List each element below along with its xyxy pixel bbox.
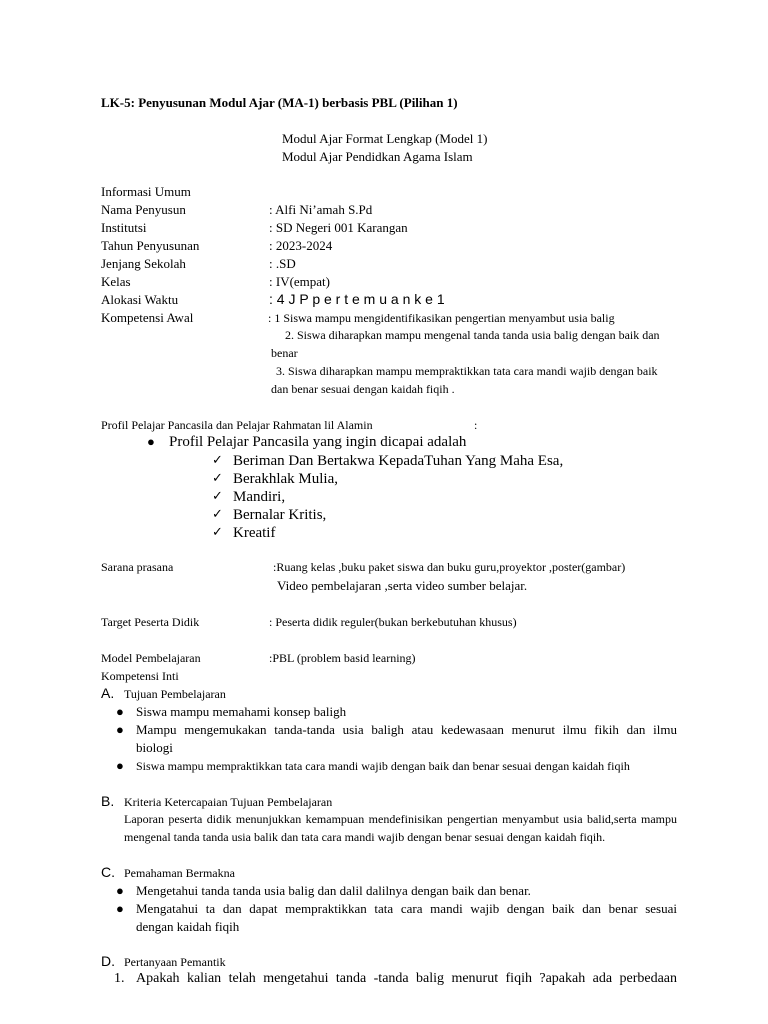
info-label: Alokasi Waktu <box>101 292 179 307</box>
kompetensi-inti-label: Kompetensi Inti <box>101 669 179 683</box>
bullet-icon: ● <box>147 434 155 449</box>
profil-check-item: Bernalar Kritis, <box>233 507 327 523</box>
section-heading: Kriteria Ketercapaian Tujuan Pembelajaran <box>124 795 333 809</box>
document-title: LK-5: Penyusunan Modul Ajar (MA-1) berbasis PBL (Pilihan 1) <box>101 95 458 110</box>
target-value: : Peserta didik reguler(bukan berkebutuhan khusus) <box>269 615 517 629</box>
subtitle-subject: Modul Ajar Pendidkan Agama Islam <box>282 149 473 164</box>
kompetensi-awal-line: dan benar sesuai dengan kaidah fiqih . <box>271 382 455 396</box>
info-value: : 2023-2024 <box>269 238 333 253</box>
question-number: 1. <box>114 971 125 986</box>
question-text: Apakah kalian telah mengetahui tanda -tanda balig menurut fiqih ?apakah ada perbedaan <box>136 971 677 986</box>
info-value: : Alfi Ni’amah S.Pd <box>269 202 373 217</box>
section-letter: B. <box>101 793 115 809</box>
info-label: Kelas <box>101 274 131 289</box>
kompetensi-awal-line: 2. Siswa diharapkan mampu mengenal tanda tanda usia balig dengan baik dan <box>285 328 660 342</box>
subtitle-format: Modul Ajar Format Lengkap (Model 1) <box>282 131 488 146</box>
list-item: Mampu mengemukakan tanda-tanda usia baligh atau kedewasaan menurut ilmu fikih dan ilmu <box>136 722 677 737</box>
info-value: : SD Negeri 001 Karangan <box>269 220 408 235</box>
section-letter: A. <box>101 685 115 701</box>
profil-label: Profil Pelajar Pancasila dan Pelajar Rahmatan lil Alamin <box>101 418 373 432</box>
kompetensi-awal-line: benar <box>271 346 298 360</box>
alokasi-value: : 4 J P p e r t e m u a n k e 1 <box>269 291 445 307</box>
section-heading: Pertanyaan Pemantik <box>124 955 226 969</box>
list-item: Mengatahui ta dan dapat mempraktikkan tata cara mandi wajib dengan baik dan benar sesuai <box>136 901 677 916</box>
profil-check-item: Beriman Dan Bertakwa KepadaTuhan Yang Maha Esa, <box>233 453 564 469</box>
sarana-value-line2: Video pembelajaran ,serta video sumber belajar. <box>277 578 528 593</box>
section-letter: C. <box>101 864 115 880</box>
list-item: Siswa mampu mempraktikkan tata cara mandi wajib dengan baik dan benar sesuai dengan kaidah fiqih <box>136 759 630 773</box>
section-heading: Tujuan Pembelajaran <box>124 687 226 701</box>
profil-check-item: Mandiri, <box>233 489 286 505</box>
profil-bullet-text: Profil Pelajar Pancasila yang ingin dicapai adalah <box>169 434 467 450</box>
kriteria-line: Laporan peserta didik menunjukkan kemampuan mendefinisikan pengertian menyambut usia balid,serta mampu <box>124 812 677 826</box>
list-item-cont: dengan kaidah fiqih <box>136 919 240 934</box>
info-value: : IV(empat) <box>269 274 331 289</box>
kriteria-line: mengenal tanda tanda usia balik dan tata cara mandi wajib dengan benar sesuai dengan kaidah fiqih. <box>124 830 606 844</box>
model-label: Model Pembelajaran <box>101 651 201 665</box>
info-heading: Informasi Umum <box>101 184 191 199</box>
bullet-icon: ● <box>116 758 124 773</box>
info-value: : .SD <box>269 256 296 271</box>
info-label: Nama Penyusun <box>101 202 186 217</box>
section-heading: Pemahaman Bermakna <box>124 866 235 880</box>
info-label: Kompetensi Awal <box>101 310 194 325</box>
list-item: Siswa mampu memahami konsep baligh <box>136 704 347 719</box>
checkmark-icon: ✓ <box>212 452 223 467</box>
checkmark-icon: ✓ <box>212 470 223 485</box>
profil-check-item: Berakhlak Mulia, <box>233 471 338 487</box>
checkmark-icon: ✓ <box>212 488 223 503</box>
list-item: Mengetahui tanda tanda usia balig dan dalil dalilnya dengan baik dan benar. <box>136 883 531 898</box>
info-label: Jenjang Sekolah <box>101 256 186 271</box>
list-item-cont: biologi <box>136 740 173 755</box>
info-label: Institutsi <box>101 220 147 235</box>
checkmark-icon: ✓ <box>212 506 223 521</box>
checkmark-icon: ✓ <box>212 524 223 539</box>
target-label: Target Peserta Didik <box>101 615 200 629</box>
profil-colon: : <box>474 418 478 432</box>
kompetensi-awal-line: 3. Siswa diharapkan mampu mempraktikkan tata cara mandi wajib dengan baik <box>276 364 658 378</box>
sarana-label: Sarana prasana <box>101 560 174 574</box>
kompetensi-awal-line: : 1 Siswa mampu mengidentifikasikan pengertian menyambut usia balig <box>268 311 615 325</box>
model-value: :PBL (problem basid learning) <box>269 651 416 665</box>
profil-check-item: Kreatif <box>233 525 276 541</box>
bullet-icon: ● <box>116 883 124 898</box>
sarana-value: :Ruang kelas ,buku paket siswa dan buku guru,proyektor ,poster(gambar) <box>273 560 626 574</box>
bullet-icon: ● <box>116 722 124 737</box>
info-label: Tahun Penyusunan <box>101 238 200 253</box>
section-letter: D. <box>101 953 115 969</box>
bullet-icon: ● <box>116 704 124 719</box>
bullet-icon: ● <box>116 901 124 916</box>
